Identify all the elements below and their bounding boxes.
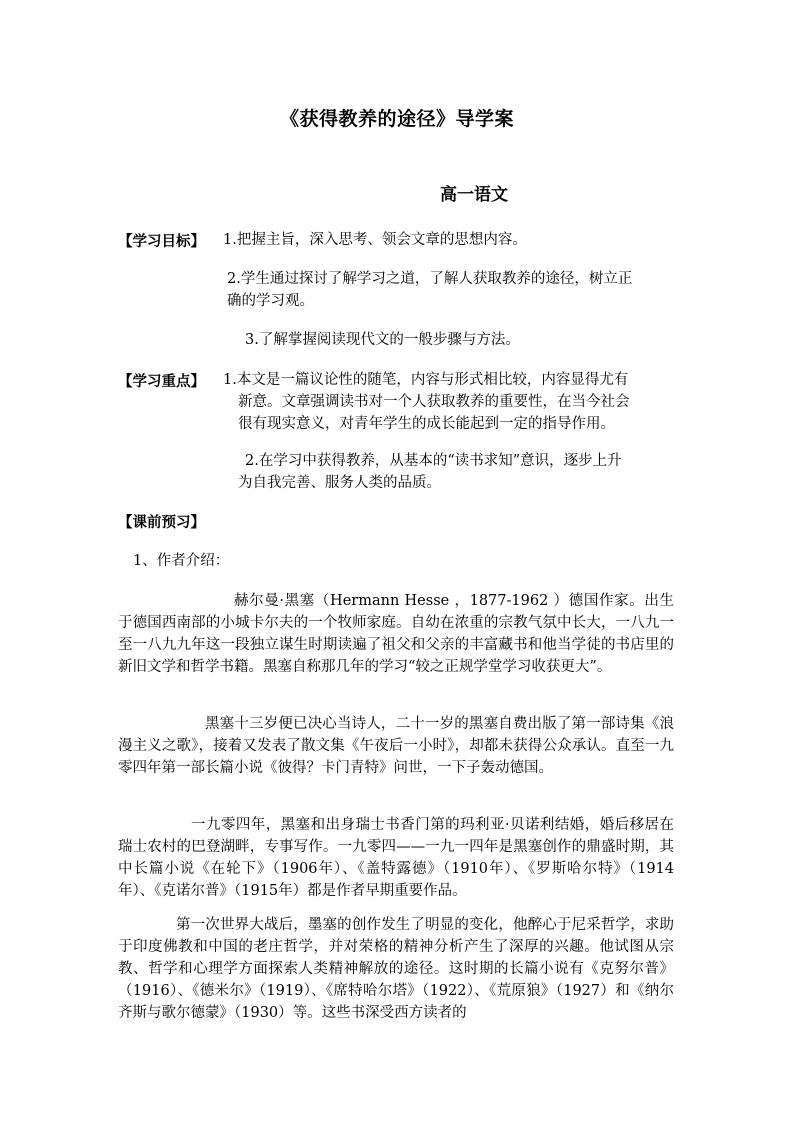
preview-label: 【课前预习】: [118, 514, 205, 531]
author-paragraph-1: 赫尔曼·黑塞（Hermann Hesse ，1877-1962 ）德国作家。出生于德国西南部的小城卡尔夫的一个牧师家庭。自幼在浓重的宗教气氛中长大，一八九一至一八九九年这一段独立谋生时期读遍了祖父和父亲的丰富藏书和他当学徒的书店里的新旧文学和哲学书籍。黑塞自称那几年的学习“较之正规学堂学习收获更大”。: [118, 593, 674, 675]
key-point-item-1-line-2: 新意。文章强调读书对一个人获取教养的重要性，在当今社会: [238, 394, 630, 410]
objectives-label: 【学习目标】: [118, 233, 205, 250]
objective-item-2-line-2: 确的学习观。: [227, 293, 314, 309]
key-point-item-1-line-3: 很有现实意义，对青年学生的成长能起到一定的指导作用。: [238, 416, 615, 432]
objective-item-1: 1.把握主旨，深入思考、领会文章的思想内容。: [223, 232, 527, 248]
document-title: 《获得教养的途径》导学案: [279, 108, 514, 130]
objective-item-2-line-1: 2.学生通过探讨了解学习之道，了解人获取教养的途径，树立正: [227, 271, 633, 287]
document-subtitle: 高一语文: [440, 185, 508, 205]
objective-item-3: 3.了解掌握阅读现代文的一般步骤与方法。: [245, 332, 520, 348]
key-point-item-2-line-1: 2.在学习中获得教养，从基本的“读书求知”意识，逐步上升: [245, 453, 622, 469]
author-heading: 1、作者介绍：: [133, 553, 230, 569]
author-paragraph-4: 第一次世界大战后，墨塞的创作发生了明显的变化，他醉心于尼采哲学，求助于印度佛教和中国的老庄哲学，并对荣格的精神分析产生了深厚的兴趣。他试图从宗教、哲学和心理学方面探索人类精神解放的途径。这时期的长篇小说有《克努尔普》（1916）、《德米尔》（1919）、《席特哈尔塔》（1922）、《荒原狼》（1927）和《纳尔齐斯与歌尔德蒙》（1930）等。这些书深受西方读者的: [118, 917, 674, 1021]
key-point-item-2-line-2: 为自我完善、服务人类的品质。: [238, 475, 441, 491]
key-point-item-1-line-1: 1.本文是一篇议论性的随笔，内容与形式相比较，内容显得尤有: [223, 372, 629, 388]
author-paragraph-2: 黑塞十三岁便已决心当诗人，二十一岁的黑塞自费出版了第一部诗集《浪漫主义之歌》，接着又发表了散文集《午夜后一小时》，却都未获得公众承认。直至一九零四年第一部长篇小说《彼得？卡门青特》问世，一下子轰动德国。: [118, 716, 674, 776]
key-points-label: 【学习重点】: [118, 373, 205, 390]
author-paragraph-3: 一九零四年，黑塞和出身瑞士书香门第的玛利亚·贝诺利结婚，婚后移居在瑞士农村的巴登湖畔，专事写作。一九零四——一九一四年是黑塞创作的鼎盛时期，其中长篇小说《在轮下》（1906年）、《盖特露德》（1910年）、《罗斯哈尔特》（1914年）、《克诺尔普》（1915年）都是作者早期重要作品。: [118, 817, 674, 899]
